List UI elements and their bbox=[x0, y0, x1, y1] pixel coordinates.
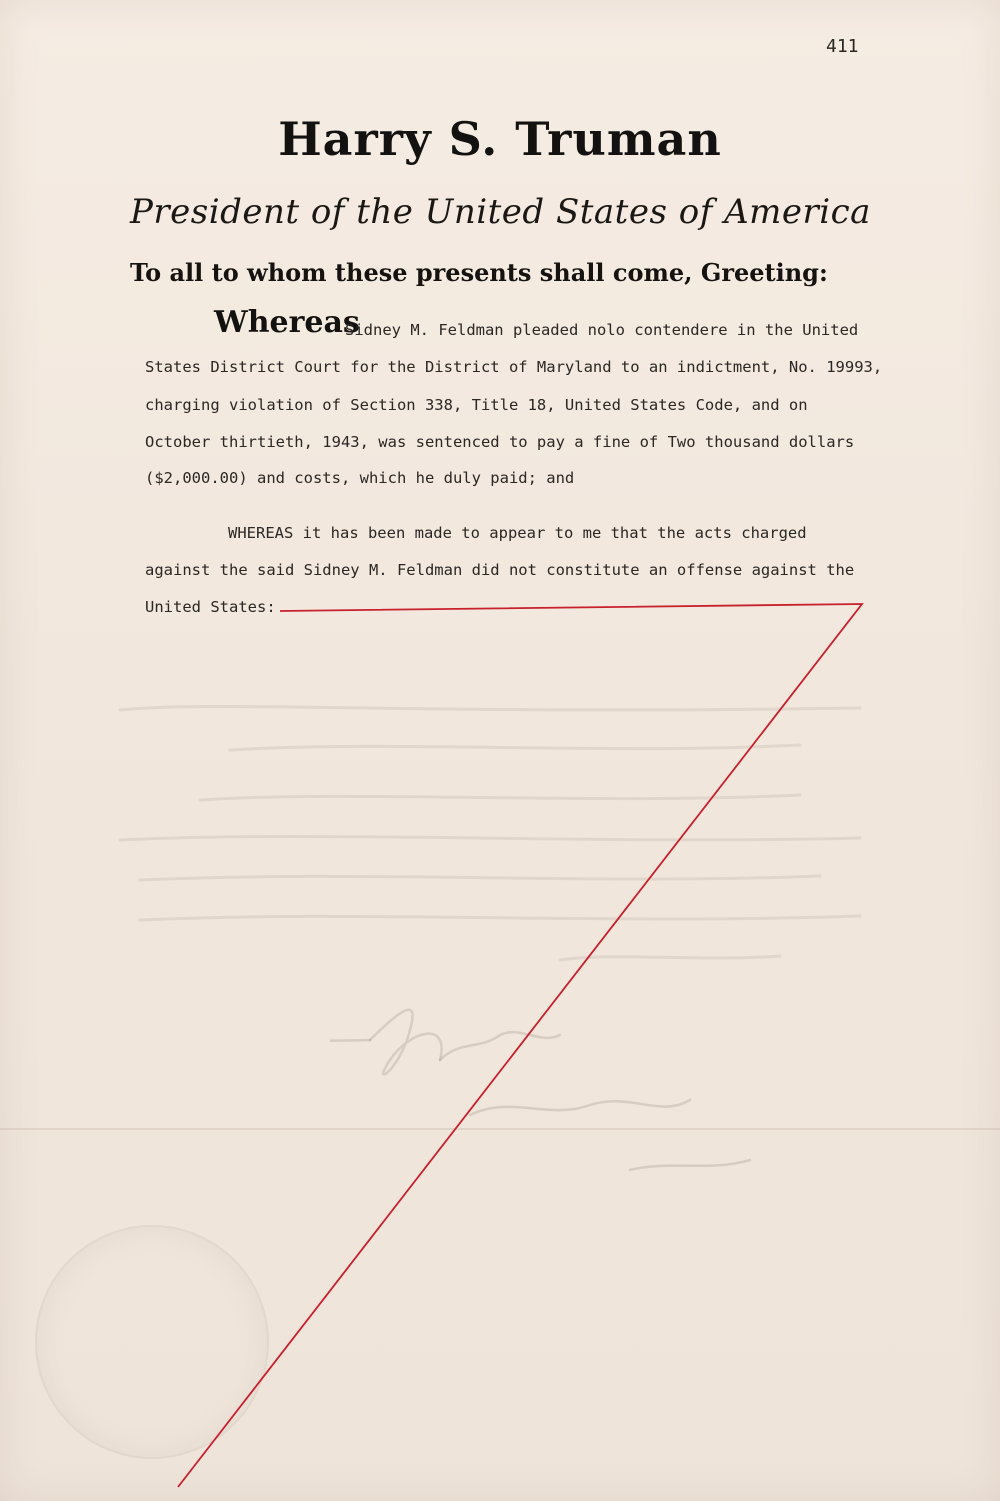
paragraph1-line: States District Court for the District of Maryland to an indictment, No. 19993, bbox=[145, 358, 883, 376]
paragraph1-line: October thirtieth, 1943, was sentenced to pay a fine of Two thousand dollars bbox=[145, 433, 855, 451]
page-number: 411 bbox=[826, 36, 859, 57]
paragraph2-line: WHEREAS it has been made to appear to me that the acts charged bbox=[228, 524, 807, 542]
greeting-line: To all to whom these presents shall come, Greeting: bbox=[130, 258, 828, 287]
paragraph1-line: charging violation of Section 338, Title 18, United States Code, and on bbox=[145, 396, 808, 414]
president-name-heading: Harry S. Truman bbox=[278, 112, 722, 166]
whereas-heading: Whereas bbox=[214, 305, 360, 340]
president-title-heading: President of the United States of America bbox=[130, 192, 871, 232]
paragraph2-line: against the said Sidney M. Feldman did not constitute an offense against the bbox=[145, 561, 855, 579]
paragraph1-line: Sidney M. Feldman pleaded nolo contendere in the United bbox=[345, 321, 859, 339]
paragraph1-line: ($2,000.00) and costs, which he duly paid; and bbox=[145, 469, 575, 487]
paragraph2-line: United States: bbox=[145, 598, 276, 616]
